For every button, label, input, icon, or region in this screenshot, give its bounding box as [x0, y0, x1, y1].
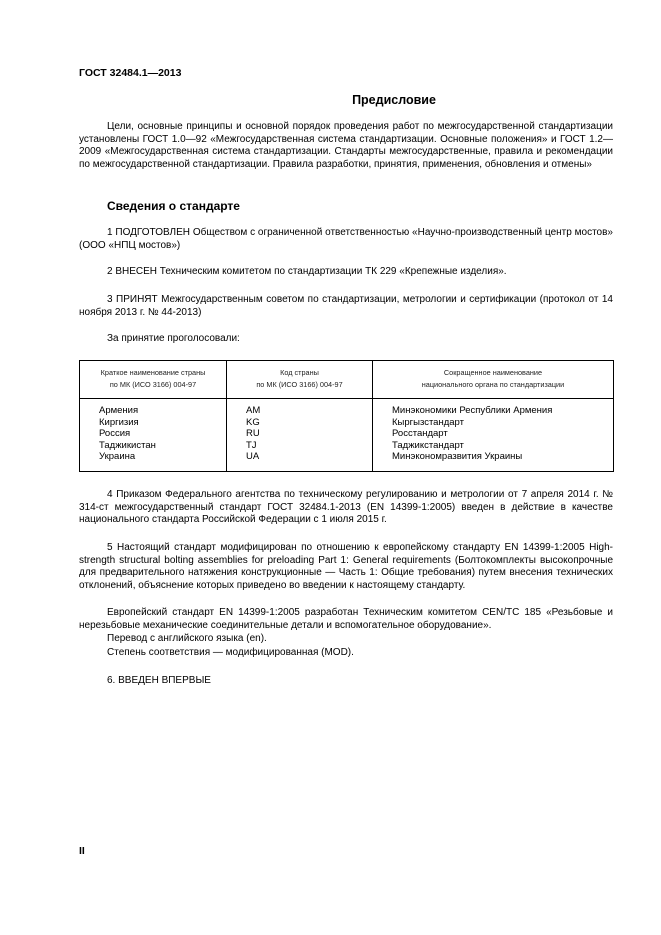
table-cell-code: AM: [246, 405, 261, 416]
info-paragraph-5: 5 Настоящий стандарт модифицирован по отношению к европейскому стандарту EN 14399-1:2005 High-strength structural bolting assemblies for preloading Part 1: General requirements (Болтокомплекты высокопрочные для предварительного натяжения конструкционные — Часть 1: Общие требования) путем внесения технических отклонений, объяснение которых приведено во введении к настоящему стандарту.: [79, 542, 613, 591]
voting-table-header-row: [80, 361, 614, 399]
voting-table-body-row: [80, 399, 614, 472]
column-header-code-line2: по МК (ИСО 3166) 004-97: [256, 380, 343, 389]
table-cell-country: Россия: [99, 428, 131, 439]
table-cell-code: KG: [246, 416, 260, 428]
info-paragraph-4: 4 Приказом Федерального агентства по техническому регулированию и метрологии от 7 апреля 2014 г. № 314-ст межгосударственный стандарт ГОСТ 32484.1-2013 (EN 14399-1:2005) введен в действие в качестве национального стандарта Российской Федерации с 1 июля 2015 г.: [79, 489, 613, 526]
foreword-text: Цели, основные принципы и основной порядок проведения работ по межгосударственной стандартизации установлены ГОСТ 1.0—92 «Межгосударственная система стандартизации. Основные положения» и ГОСТ 1.2—2009 «Межгосударственная система стандартизации. Стандарты межгосударственные, правила и рекомендации по межгосударственной стандартизации. Правила разработки, принятия, применения, обновления и отмены»: [79, 121, 613, 170]
table-cell-body: Минэкономики Республики Армения: [392, 405, 553, 416]
column-header-code-line1: Код страны: [280, 368, 319, 377]
country-list: [80, 399, 227, 472]
document-header-id: ГОСТ 32484.1—2013: [79, 67, 182, 79]
info-paragraph-5c: Перевод с английского языка (en).: [107, 633, 267, 644]
table-cell-body: Росстандарт: [392, 428, 448, 439]
table-cell-country: Украина: [99, 451, 136, 462]
column-header-country: [80, 361, 227, 399]
info-section-title: Сведения о стандарте: [107, 199, 240, 213]
column-header-code: [227, 361, 373, 399]
foreword-title-text: Предисловие: [352, 93, 436, 107]
table-cell-body: Минэкономразвития Украины: [392, 451, 523, 462]
column-header-body: [373, 361, 614, 399]
column-header-country-line2: по МК (ИСО 3166) 004-97: [109, 380, 197, 389]
voting-intro: За принятие проголосовали:: [107, 333, 240, 344]
info-paragraph-1: 1 ПОДГОТОВЛЕН Обществом с ограниченной ответственностью «Научно-производственный центр мостов» (ООО «НПЦ мостов»): [79, 227, 613, 251]
info-paragraph-2: 2 ВНЕСЕН Техническим комитетом по стандартизации ТК 229 «Крепежные изделия».: [107, 266, 507, 277]
table-cell-body: Таджикстандарт: [392, 439, 464, 451]
info-paragraph-6: 6. ВВЕДЕН ВПЕРВЫЕ: [107, 675, 211, 686]
table-cell-code: UA: [246, 451, 260, 462]
info-paragraph-5d: Степень соответствия — модифицированная (MOD).: [107, 647, 354, 658]
table-cell-country: Таджикистан: [99, 439, 156, 451]
info-paragraph-5b: Европейский стандарт EN 14399-1:2005 разработан Техническим комитетом CEN/TC 185 «Резьбовые и нерезьбовые механические соединительные детали и вспомогательное оборудование».: [79, 607, 613, 631]
voting-table: [79, 360, 614, 472]
info-paragraph-3: 3 ПРИНЯТ Межгосударственным советом по стандартизации, метрологии и сертификации (протокол от 14 ноября 2013 г. № 44-2013): [79, 294, 613, 318]
body-list: [373, 399, 614, 472]
table-cell-country: Армения: [99, 405, 139, 416]
column-header-country-line1: Краткое наименование страны: [100, 368, 206, 377]
column-header-body-line2: национального органа по стандартизации: [421, 380, 565, 389]
table-cell-code: RU: [246, 428, 260, 439]
column-header-body-line1: Сокращенное наименование: [443, 368, 543, 377]
table-cell-body: Кыргызстандарт: [392, 416, 464, 428]
table-cell-code: TJ: [246, 439, 257, 451]
page-number: II: [79, 845, 85, 857]
table-cell-country: Киргизия: [99, 416, 139, 428]
code-list: [227, 399, 373, 472]
foreword-title: [79, 93, 613, 107]
